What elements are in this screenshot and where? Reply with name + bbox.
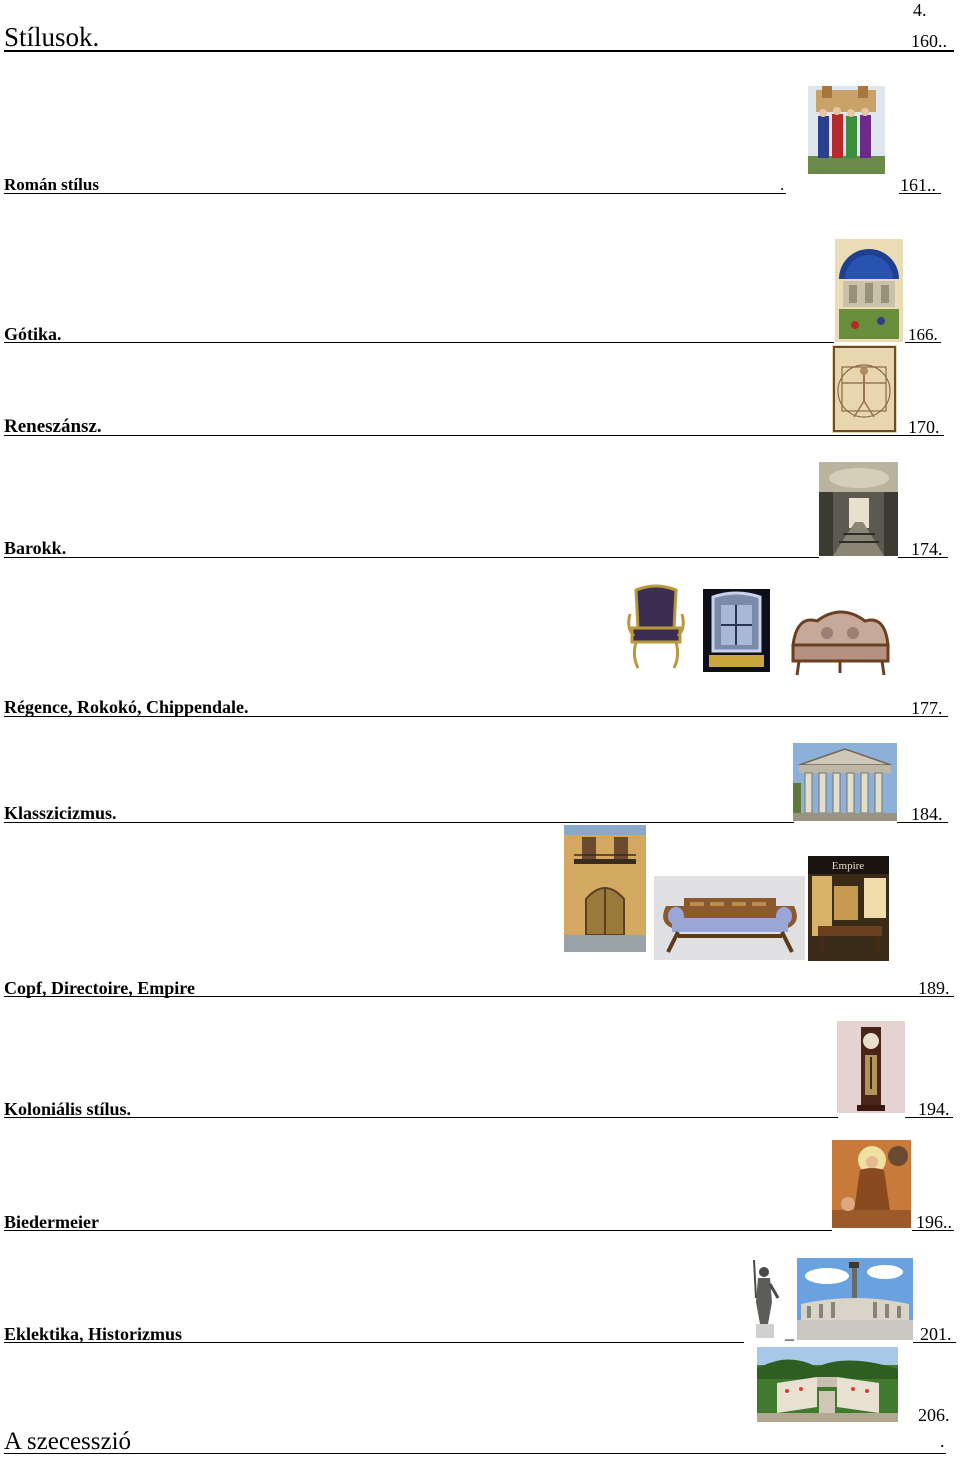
toc-entry-page[interactable]: 206. bbox=[918, 1405, 950, 1425]
page-title: Stílusok. bbox=[4, 22, 100, 52]
toc-entry-rule bbox=[4, 716, 948, 717]
title-page-ref: 160.. bbox=[911, 31, 947, 51]
toc-entry-page[interactable]: 170. bbox=[908, 417, 940, 437]
toc-entry-title[interactable]: Gótika. bbox=[4, 324, 62, 344]
toc-entry-rule bbox=[4, 193, 786, 194]
rococo-mirror-image bbox=[703, 589, 770, 672]
toc-entry-rule bbox=[4, 1342, 744, 1343]
millennium-monument-image bbox=[797, 1258, 913, 1340]
vitruvian-man-image bbox=[832, 345, 897, 433]
toc-entry-rule bbox=[4, 557, 819, 558]
toc-entry-rule-right bbox=[899, 193, 941, 194]
empire-interior-image bbox=[808, 856, 889, 961]
gothic-miniature-image bbox=[835, 239, 903, 342]
copf-facade-image bbox=[564, 825, 646, 952]
toc-entry-page[interactable]: 184. bbox=[911, 804, 943, 824]
toc-entry-dot: . bbox=[780, 175, 785, 194]
svg-text:Empire: Empire bbox=[831, 860, 865, 872]
toc-entry-title[interactable]: Régence, Rokokó, Chippendale. bbox=[4, 697, 249, 717]
medieval-knights-image bbox=[808, 86, 885, 174]
toc-entry-rule-right bbox=[898, 557, 948, 558]
toc-entry-rule bbox=[4, 996, 954, 997]
toc-entry-dash: _ bbox=[785, 1322, 794, 1342]
toc-entry-title[interactable]: Barokk. bbox=[4, 538, 67, 558]
toc-entry-page[interactable]: 166. bbox=[908, 325, 938, 344]
section-title[interactable]: A szecesszió bbox=[4, 1428, 132, 1455]
toc-entry-dot: . bbox=[940, 1431, 945, 1451]
toc-entry-page[interactable]: 196.. bbox=[916, 1212, 952, 1232]
toc-entry-rule bbox=[4, 342, 834, 343]
toc-entry-page[interactable]: 177. bbox=[911, 698, 943, 718]
toc-entry-rule bbox=[4, 1453, 946, 1454]
toc-entry-rule bbox=[4, 1117, 838, 1118]
toc-entry-page[interactable]: 174. bbox=[911, 539, 943, 559]
rococo-sofa-image bbox=[787, 601, 894, 683]
baroque-interior-image bbox=[819, 462, 898, 556]
toc-entry-rule bbox=[4, 822, 794, 823]
page-number: 4. bbox=[913, 0, 927, 20]
toc-entry-page[interactable]: 201. bbox=[920, 1324, 952, 1344]
toc-entry-rule-right bbox=[897, 822, 948, 823]
toc-entry-title[interactable]: Biedermeier bbox=[4, 1212, 99, 1232]
directoire-sofa-image bbox=[654, 876, 805, 960]
toc-entry-rule-right bbox=[905, 342, 941, 343]
toc-entry-rule-right bbox=[905, 1117, 953, 1118]
toc-entry-title[interactable]: Klasszicizmus. bbox=[4, 803, 117, 823]
toc-entry-page[interactable]: 161.. bbox=[900, 175, 936, 195]
toc-entry-title[interactable]: Reneszánsz. bbox=[4, 416, 102, 437]
colonial-clock-image bbox=[837, 1021, 905, 1113]
toc-entry-page[interactable]: 189. bbox=[918, 978, 950, 998]
eclectic-statue-image bbox=[744, 1258, 784, 1341]
toc-entry-title[interactable]: Koloniális stílus. bbox=[4, 1099, 132, 1119]
rococo-armchair-image bbox=[622, 584, 690, 672]
title-rule bbox=[4, 50, 954, 52]
toc-entry-rule-right bbox=[913, 1342, 956, 1343]
toc-entry-rule bbox=[4, 1230, 832, 1231]
toc-entry-rule-right bbox=[912, 1230, 954, 1231]
toc-entry-title[interactable]: Román stílus bbox=[4, 175, 99, 194]
toc-entry-title[interactable]: Eklektika, Historizmus bbox=[4, 1324, 183, 1344]
toc-entry-page[interactable]: 194. bbox=[918, 1099, 950, 1119]
park-guell-image bbox=[757, 1347, 898, 1422]
classical-temple-image bbox=[793, 743, 897, 821]
toc-entry-title[interactable]: Copf, Directoire, Empire bbox=[4, 978, 195, 998]
toc-entry-rule bbox=[4, 435, 944, 436]
biedermeier-painting-image bbox=[832, 1140, 911, 1228]
